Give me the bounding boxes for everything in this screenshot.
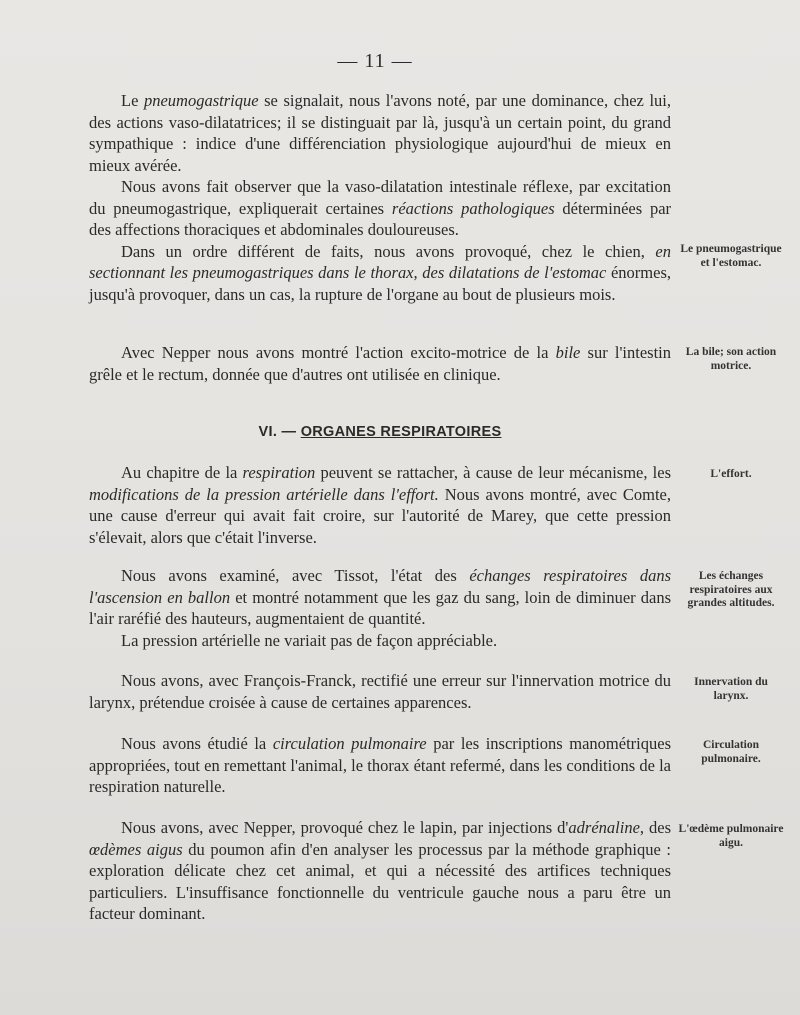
paragraph-1: Le pneumogastrique se signalait, nous l'avons noté, par une dominance, chez lui, des actions vaso-dilatatrices; il se distinguait par là, jusqu'à un certain point, du grand sympathique : indice d'une différenciation physiologique aujourd'hui de mieux en mieux avérée. xyxy=(89,91,672,175)
paragraph-9: Nous avons étudié la circulation pulmonaire par les inscriptions manométriques appropriées, tout en remettant l'animal, le thorax étant refermé, dans les conditions de la respiration naturelle. xyxy=(89,734,672,796)
section-title: ORGANES RESPIRATOIRES xyxy=(300,424,502,440)
text-block-effort xyxy=(89,462,671,548)
paragraph-4: Avec Nepper nous avons montré l'action excito-motrice de la bile sur l'intestin grêle et le rectum, donnée que d'autres ont utilisée en clinique. xyxy=(89,343,671,384)
paragraph-3: Dans un ordre différent de faits, nous avons provoqué, chez le chien, en sectionnant les pneumogastriques dans le thorax, des dilatations de l'estomac énormes, jusqu'à provoquer, dans un cas, la rupture de l'organe au bout de plusieurs mois. xyxy=(89,241,671,304)
text-block-pneumogastrique xyxy=(89,90,671,305)
text-block-bile xyxy=(89,342,671,385)
text-block-larynx xyxy=(89,670,671,713)
page-number: — 11 — xyxy=(337,50,413,72)
margin-note-oedeme: L'œdème pulmonaire aigu. xyxy=(678,823,784,849)
margin-note-circulation: Circulation pulmonaire. xyxy=(701,739,761,765)
text-block-echanges xyxy=(89,565,671,651)
text-block-oedeme xyxy=(89,817,671,925)
section-number: VI. xyxy=(258,424,278,440)
section-dash: — xyxy=(281,424,297,440)
paragraph-8: Nous avons, avec François-Franck, rectifié une erreur sur l'innervation motrice du larynx, prétendue croisée à cause de certaines apparences. xyxy=(89,671,671,712)
paragraph-6: Nous avons examiné, avec Tissot, l'état des échanges respiratoires dans l'ascension en ballon et montré notamment que les gaz du sang, loin de diminuer dans l'air raréfié des hauteurs, augmentaient de quantité. xyxy=(89,566,671,628)
margin-note-pneumogastrique: Le pneumogastrique et l'estomac. xyxy=(680,243,782,269)
paragraph-10: Nous avons, avec Nepper, provoqué chez le lapin, par injections d'adrénaline, des œdèmes aigus du poumon afin d'en analyser les processus par la méthode graphique : exploration délicate chez cet animal, et qui a nécessité des artifices techniques particuliers. L'insuffisance fonctionnelle du ventricule gauche nous a paru être un facteur dominant. xyxy=(89,818,671,923)
paragraph-2: Nous avons fait observer que la vaso-dilatation intestinale réflexe, par excitation du pneumogastrique, expliquerait certaines réactions pathologiques déterminées par des affections thoraciques et abdominales douloureuses. xyxy=(89,177,672,239)
text-block-circulation xyxy=(89,733,671,798)
section-heading xyxy=(89,424,671,440)
margin-note-larynx: Innervation du larynx. xyxy=(694,676,768,702)
margin-note-echanges: Les échanges respiratoires aux grandes altitudes. xyxy=(687,570,775,609)
margin-note-bile: La bile; son action motrice. xyxy=(685,346,777,372)
paragraph-7: La pression artérielle ne variait pas de façon appréciable. xyxy=(121,630,498,650)
paragraph-5: Au chapitre de la respiration peuvent se rattacher, à cause de leur mécanisme, les modifications de la pression artérielle dans l'effort. Nous avons montré, avec Comte, une cause d'erreur qui avait fait croire, sur l'autorité de Marey, que cette pression s'élevait, alors que c'était l'inverse. xyxy=(89,463,671,547)
margin-note-effort: L'effort. xyxy=(710,468,752,480)
